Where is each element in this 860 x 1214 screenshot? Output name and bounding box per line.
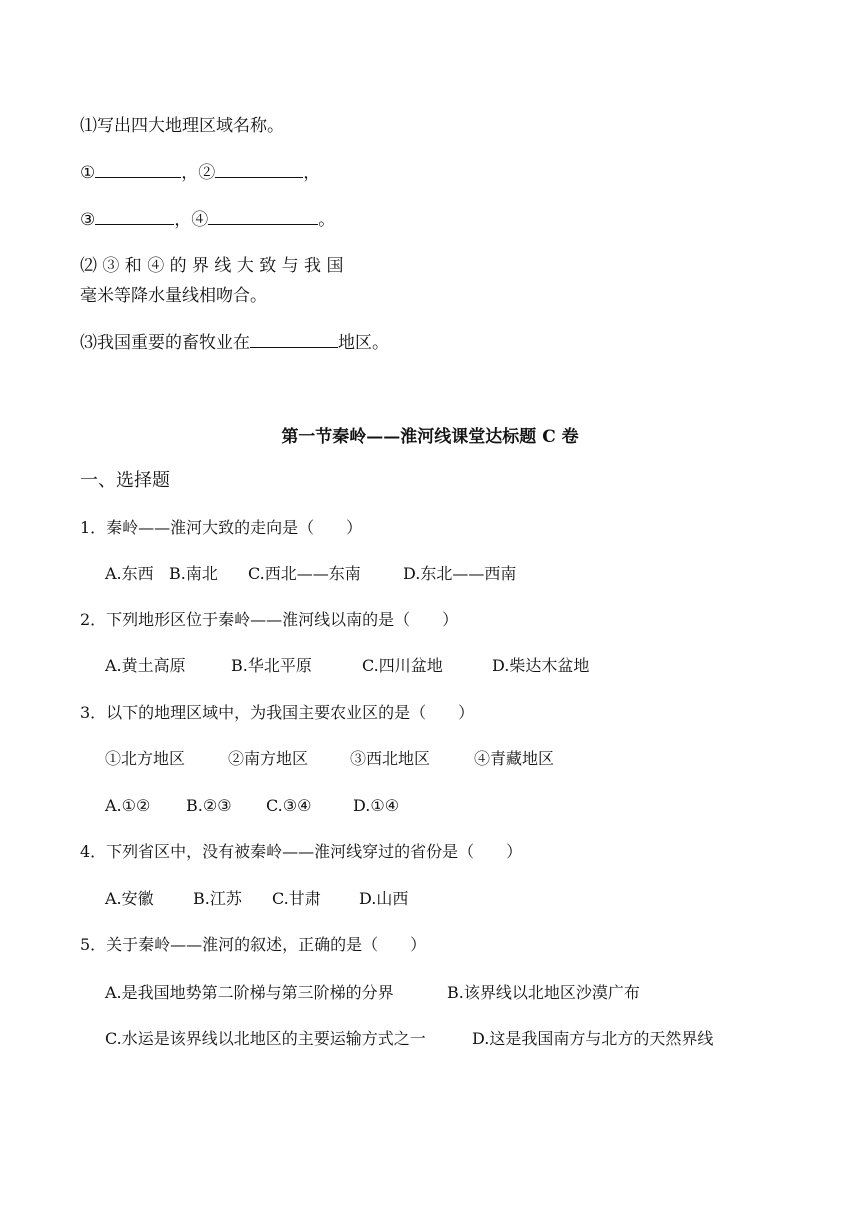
option-c: C.水运是该界线以北地区的主要运输方式之一 <box>105 1029 426 1048</box>
option-d: D.①④ <box>353 796 400 815</box>
option-row <box>105 795 399 817</box>
question-3-prefix: ⑶我国重要的畜牧业在 <box>80 333 250 353</box>
quiz-title: 第一节秦岭——淮河线课堂达标题 C 卷 <box>281 427 579 447</box>
question-stem: 2．下列地形区位于秦岭——淮河线以南的是（ ） <box>80 610 459 629</box>
answer-row-2 <box>80 207 335 231</box>
option-d: D.柴达木盆地 <box>492 656 590 675</box>
separator: ， <box>181 163 199 183</box>
row-end-punct: ， <box>303 163 321 183</box>
sub-item: ④青藏地区 <box>474 749 555 768</box>
question-1-text: ⑴写出四大地理区域名称。 <box>80 116 284 136</box>
option-b: B.该界线以北地区沙漠广布 <box>447 983 640 1002</box>
option-d: D.这是我国南方与北方的天然界线 <box>472 1029 714 1048</box>
option-d: D.东北——西南 <box>403 564 517 583</box>
question-2-line-2: 毫米等降水量线相吻合。 <box>80 286 267 306</box>
marker-3: ③ <box>80 210 96 230</box>
question-3-text <box>80 330 389 354</box>
option-b: B.②③ <box>186 796 232 815</box>
sub-item: ①北方地区 <box>105 749 186 768</box>
option-row <box>105 1028 713 1050</box>
option-b: B.华北平原 <box>231 656 312 675</box>
sub-items-row <box>105 748 554 770</box>
question-stem: 5．关于秦岭——淮河的叙述，正确的是（ ） <box>80 935 427 954</box>
option-c: C.甘肃 <box>272 889 321 908</box>
option-row <box>105 888 408 910</box>
option-c: C.西北——东南 <box>248 564 361 583</box>
option-a: A.东西 <box>105 564 154 583</box>
marker-2: ② <box>198 163 216 183</box>
blank-3 <box>95 207 174 225</box>
option-c: C.四川盆地 <box>362 656 443 675</box>
question-3-suffix: 地区。 <box>338 333 389 353</box>
section-heading: 一、选择题 <box>80 470 170 491</box>
option-row <box>105 655 589 677</box>
option-d: D.山西 <box>359 889 409 908</box>
option-b: B.南北 <box>169 564 218 583</box>
answer-row-1 <box>80 160 320 184</box>
blank-5 <box>250 330 338 348</box>
option-c: C.③④ <box>266 796 312 815</box>
option-row <box>105 563 516 585</box>
marker-1: ① <box>80 163 96 183</box>
option-a: A.黄土高原 <box>105 656 186 675</box>
question-stem: 3．以下的地理区域中，为我国主要农业区的是（ ） <box>80 703 475 722</box>
blank-2 <box>215 160 303 178</box>
question-stem: 1．秦岭——淮河大致的走向是（ ） <box>80 518 363 537</box>
option-a: A.安徽 <box>105 889 154 908</box>
option-row <box>105 982 640 1004</box>
marker-4: ④ <box>191 210 209 230</box>
question-2-line-1: ⑵ ③ 和 ④ 的 界 线 大 致 与 我 国 <box>80 256 344 276</box>
row-end-punct: 。 <box>318 210 336 230</box>
option-a: A.是我国地势第二阶梯与第三阶梯的分界 <box>105 983 394 1002</box>
sub-item: ③西北地区 <box>350 749 431 768</box>
option-b: B.江苏 <box>193 889 242 908</box>
sub-item: ②南方地区 <box>228 749 309 768</box>
question-stem: 4．下列省区中，没有被秦岭——淮河线穿过的省份是（ ） <box>80 842 523 861</box>
blank-1 <box>95 160 181 178</box>
option-a: A.①② <box>105 796 151 815</box>
separator: ， <box>174 210 192 230</box>
blank-4 <box>208 207 318 225</box>
